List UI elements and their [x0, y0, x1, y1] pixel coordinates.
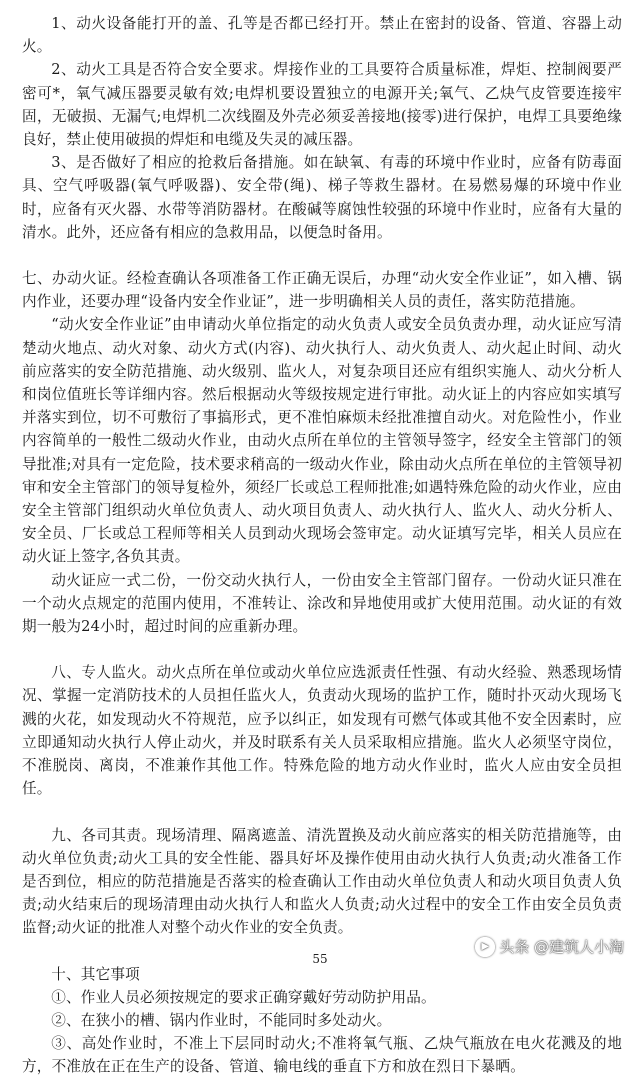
paragraph-item-2: 2、动火工具是否符合安全要求。焊接作业的工具要符合质量标准，焊炬、控制阀要严密可*，氧气减压器要灵敏有效;电焊机要设置独立的电源开关;氧气、乙炔气皮管要连接牢固，无破损、无漏气;电焊机二次线圈及外壳必须妥善接地(接零)进行保护，电焊工具要绝缘良好，禁止使用破损的焊炬和电缆及失灵的减压器。: [22, 61, 622, 149]
toutiao-logo-icon: ▶: [475, 937, 495, 957]
section-gap: [22, 638, 622, 661]
section-gap: [22, 244, 622, 267]
fire-permit-procedure-paragraph: “动火安全作业证”由申请动火单位指定的动火负责人或安全员负责办理，动火证应写清楚动火地点、动火对象、动火方式(内容)、动火执行人、动火负责人、动火起止时间、动火前应落实的安全防范措施、动火级别、监火人，对复杂项目还应有组织实施人、动火分析人和岗位值班长等详细内容。然后根据动火等级按规定进行审批。动火证上的内容应如实填写并落实到位，切不可敷衍了事搞形式，更不准怕麻烦未经批准擅自动火。对危险性小，作业内容简单的一般性二级动火作业，由动火点所在单位的主管领导签字，经安全主管部门的领导批准;对具有一定危险，技术要求稍高的一级动火作业，除由动火点所在单位的主管领导初审和安全主管部门的领导复检外，须经厂长或总工程师批准;如遇特殊危险的动火作业，应由安全主管部门组织动火单位负责人、动火项目负责人、动火执行人、监火人、动火分析人、安全员、厂长或总工程师等相关人员到动火现场会签审定。动火证填写完毕，相关人员应在动火证上签字,各负其责。: [22, 316, 622, 566]
watermark-text: 头条 @建筑人小淘: [499, 938, 624, 956]
section-eight-paragraph: 八、专人监火。动火点所在单位或动火单位应选派责任性强、有动火经验、熟悉现场情况、掌握一定消防技术的人员担任监火人，负责动火现场的监护工作，随时扑灭动火现场飞溅的火花，如发现动火不符规范，应予以纠正，如发现有可燃气体或其他不安全因素时，应立即通知动火执行人停止动火，并及时联系有关人员采取相应措施。监火人必须坚守岗位，不准脱岗、离岗，不准兼作其他工作。特殊危险的地方动火作业时，监火人应由安全员担任。: [22, 664, 622, 798]
fire-permit-copies-paragraph: 动火证应一式二份，一份交动火执行人，一份由安全主管部门留存。一份动火证只准在一个动火点规定的范围内使用，不准转让、涂改和异地使用或扩大使用范围。动火证的有效期一般为24小时，超过时间的应重新办理。: [22, 571, 622, 636]
section-seven-heading-paragraph: 七、办动火证。经检查确认各项准备工作正确无误后，办理“动火安全作业证”，如入槽、锅内作业，还要办理“设备内安全作业证”，进一步明确相关人员的责任，落实防范措施。: [22, 270, 622, 311]
page-number: 55: [312, 952, 328, 966]
section-ten-heading: 十、其它事项: [51, 965, 140, 983]
paragraph-item-3: 3、是否做好了相应的抢救后备措施。如在缺氧、有毒的环境中作业时，应备有防毒面具、空气呼吸器(氧气呼吸器)、安全带(绳)、梯子等救生器材。在易燃易爆的环境中作业时，应备有灭火器、水带等消防器材。在酸碱等腐蚀性较强的环境中作业时，应备有大量的清水。此外，还应备有相应的急救用品，以便急时备用。: [22, 154, 622, 241]
section-gap: [22, 801, 622, 824]
other-item-2: ②、在狭小的槽、锅内作业时，不能同时多处动火。: [51, 1011, 392, 1029]
other-item-1: ①、作业人员必须按规定的要求正确穿戴好劳动防护用品。: [51, 988, 436, 1006]
paragraph-item-1: 1、动火设备能打开的盖、孔等是否都已经打开。禁止在密封的设备、管道、容器上动火。: [22, 15, 622, 56]
other-item-3: ③、高处作业时，不准上下层同时动火;不准将氧气瓶、乙炔气瓶放在电火花溅及的地方，不准放在正在生产的设备、管道、输电线的垂直下方和放在烈日下暴晒。: [22, 1035, 622, 1076]
watermark: [475, 936, 624, 957]
section-nine-paragraph: 九、各司其责。现场清理、隔离遮盖、清洗置换及动火前应落实的相关防范措施等，由动火单位负责;动火工具的安全性能、器具好坏及操作使用由动火执行人负责;动火准备工作是否到位，相应的防范措施是否落实的检查确认工作由动火单位负责人和动火项目负责人负责;动火结束后的现场清理由动火执行人和监火人负责;动火过程中的安全工作由安全员负责监督;动火证的批准人对整个动火作业的安全负责。: [22, 826, 622, 937]
